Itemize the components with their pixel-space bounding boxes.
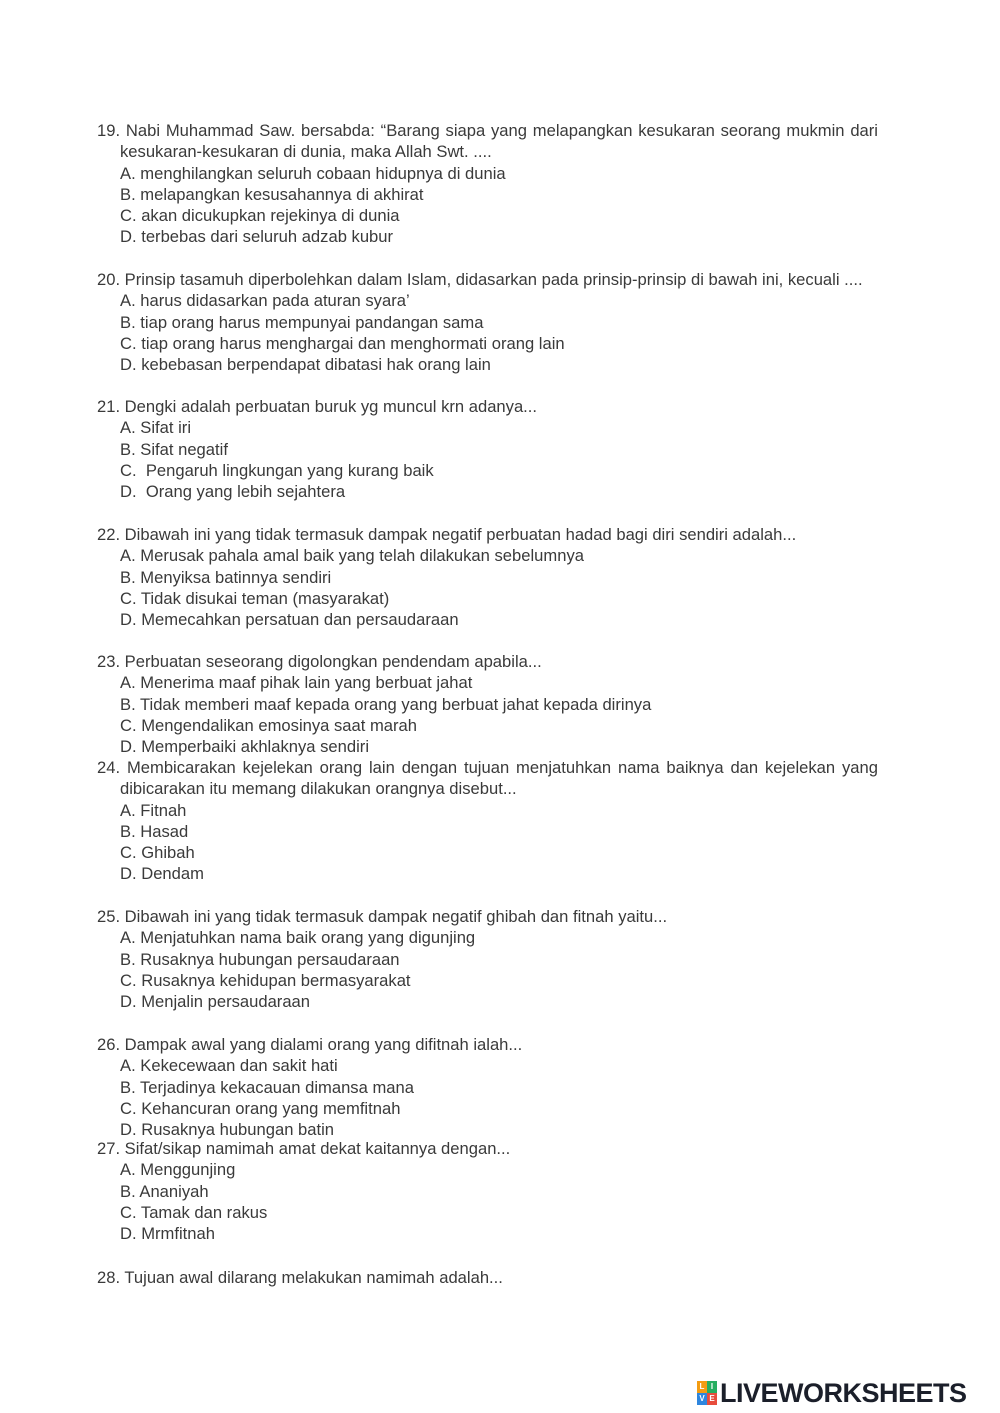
liveworksheets-logo-text: LIVEWORKSHEETS [720, 1378, 967, 1408]
answer-option: C. Pengaruh lingkungan yang kurang baik [120, 460, 434, 480]
answer-option: A. Menerima maaf pihak lain yang berbuat jahat [120, 673, 473, 693]
question-stem: 28. Tujuan awal dilarang melakukan namimah adalah... [97, 1268, 503, 1287]
answer-option: A. menghilangkan seluruh cobaan hidupnya di dunia [120, 163, 506, 183]
question-stem: 19. Nabi Muhammad Saw. bersabda: “Barang siapa yang melapangkan kesukaran seorang mukmin dari kesukaran-kesukaran di dunia, maka Allah Swt. .... [97, 121, 878, 162]
answer-option: B. Rusaknya hubungan persaudaraan [120, 949, 400, 969]
answer-option: D. Memperbaiki akhlaknya sendiri [120, 737, 370, 757]
question-24 [97, 757, 878, 885]
answer-option: A. Merusak pahala amal baik yang telah dilakukan sebelumnya [120, 546, 584, 566]
question-21 [97, 396, 878, 502]
answer-option: A. Sifat iri [120, 418, 192, 438]
answer-option: A. Fitnah [120, 800, 187, 820]
question-22 [97, 524, 878, 630]
question-28 [97, 1267, 878, 1288]
question-stem: 20. Prinsip tasamuh diperbolehkan dalam Islam, didasarkan pada prinsip-prinsip di bawah ini, kecuali .... [97, 270, 863, 289]
answer-option: D. Memecahkan persatuan dan persaudaraan [120, 610, 459, 630]
answer-option: C. Kehancuran orang yang memfitnah [120, 1098, 401, 1118]
question-stem: 23. Perbuatan seseorang digolongkan pendendam apabila... [97, 652, 542, 671]
liveworksheets-logo [697, 1380, 967, 1406]
logo-mark-cell: V [697, 1393, 707, 1405]
question-20 [97, 269, 878, 375]
logo-mark-cell: L [697, 1381, 707, 1393]
answer-option: B. melapangkan kesusahannya di akhirat [120, 184, 424, 204]
answer-option: D. Rusaknya hubungan batin [120, 1120, 335, 1140]
question-stem: 25. Dibawah ini yang tidak termasuk dampak negatif ghibah dan fitnah yaitu... [97, 907, 668, 926]
logo-mark-cell: E [707, 1393, 717, 1405]
question-19 [97, 120, 878, 248]
answer-option: B. Tidak memberi maaf kepada orang yang berbuat jahat kepada dirinya [120, 694, 652, 714]
question-stem: 24. Membicarakan kejelekan orang lain dengan tujuan menjatuhkan nama baiknya dan kejelekan yang dibicarakan itu memang dilakukan orangnya disebut... [97, 758, 878, 799]
answer-option: C. tiap orang harus menghargai dan menghormati orang lain [120, 333, 565, 353]
answer-option: B. Sifat negatif [120, 439, 228, 459]
question-23 [97, 651, 878, 757]
answer-option: B. tiap orang harus mempunyai pandangan sama [120, 312, 484, 332]
liveworksheets-logo-icon [697, 1381, 717, 1405]
answer-option: A. Menjatuhkan nama baik orang yang digunjing [120, 928, 476, 948]
answer-option: A. Menggunjing [120, 1160, 236, 1180]
answer-option: C. Tamak dan rakus [120, 1202, 268, 1222]
answer-option: C. Mengendalikan emosinya saat marah [120, 715, 418, 735]
answer-option: C. Tidak disukai teman (masyarakat) [120, 588, 390, 608]
answer-option: A. harus didasarkan pada aturan syara’ [120, 291, 410, 311]
answer-option: D. terbebas dari seluruh adzab kubur [120, 227, 394, 247]
question-stem: 27. Sifat/sikap namimah amat dekat kaitannya dengan... [97, 1139, 511, 1158]
answer-option: B. Ananiyah [120, 1181, 209, 1201]
question-25 [97, 906, 878, 1012]
answer-option: B. Menyiksa batinnya sendiri [120, 567, 332, 587]
answer-option: D. kebebasan berpendapat dibatasi hak orang lain [120, 355, 491, 375]
answer-option: D. Dendam [120, 864, 204, 884]
question-stem: 22. Dibawah ini yang tidak termasuk dampak negatif perbuatan hadad bagi diri sendiri adalah... [97, 525, 797, 544]
answer-option: A. Kekecewaan dan sakit hati [120, 1056, 338, 1076]
answer-option: B. Hasad [120, 821, 189, 841]
answer-option: D. Orang yang lebih sejahtera [120, 482, 346, 502]
question-stem: 21. Dengki adalah perbuatan buruk yg muncul krn adanya... [97, 397, 538, 416]
answer-option: C. akan dicukupkan rejekinya di dunia [120, 206, 400, 226]
logo-mark-cell: I [707, 1381, 717, 1393]
question-27 [97, 1138, 878, 1244]
answer-option: C. Ghibah [120, 843, 195, 863]
answer-option: C. Rusaknya kehidupan bermasyarakat [120, 970, 411, 990]
question-stem: 26. Dampak awal yang dialami orang yang difitnah ialah... [97, 1035, 523, 1054]
question-26 [97, 1034, 878, 1140]
answer-option: B. Terjadinya kekacauan dimansa mana [120, 1077, 414, 1097]
answer-option: D. Menjalin persaudaraan [120, 992, 311, 1012]
answer-option: D. Mrmfitnah [120, 1224, 215, 1244]
